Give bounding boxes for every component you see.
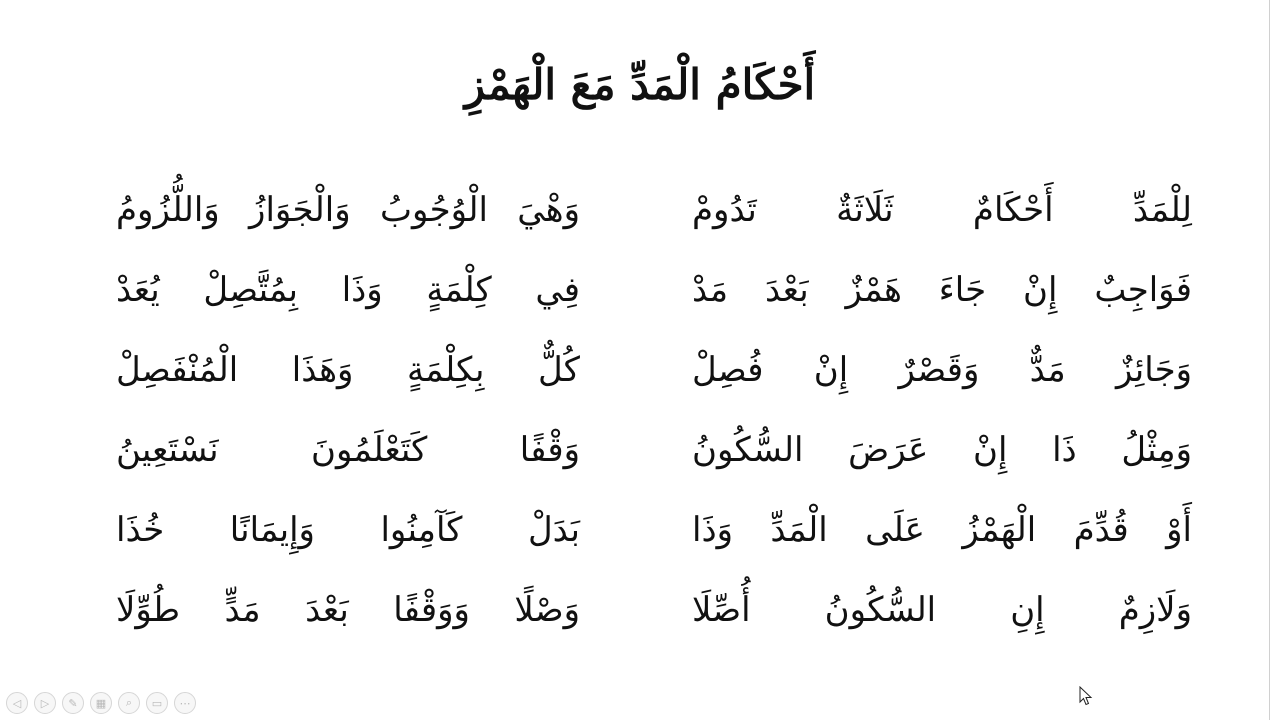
verse-5-second-hemistich: بَدَلْ كَآمِنُوا وَإِيمَانًا خُذَا — [116, 510, 580, 550]
slide-title: أَحْكَامُ الْمَدِّ مَعَ الْهَمْزِ — [464, 60, 816, 109]
pen-tool-button[interactable] — [62, 692, 84, 714]
next-slide-button[interactable] — [34, 692, 56, 714]
verse-4-first-hemistich: وَمِثْلُ ذَا إِنْ عَرَضَ السُّكُونُ — [692, 430, 1192, 470]
more-options-button[interactable] — [174, 692, 196, 714]
verse-1-second-hemistich: وَهْيَ الْوُجُوبُ وَالْجَوَازُ وَاللُّزُومُ — [116, 190, 580, 230]
screen-options-button[interactable] — [146, 692, 168, 714]
slideshow-toolbar — [6, 690, 196, 716]
more-options-icon: ⋯ — [179, 696, 191, 710]
verse-5-first-hemistich: أَوْ قُدِّمَ الْهَمْزُ عَلَى الْمَدِّ وَذَا — [692, 510, 1192, 550]
verse-3-second-hemistich: كُلٌّ بِكِلْمَةٍ وَهَذَا الْمُنْفَصِلْ — [116, 350, 580, 390]
zoom-button[interactable] — [118, 692, 140, 714]
poem-body — [100, 190, 1192, 670]
verse-3-first-hemistich: وَجَائِزٌ مَدٌّ وَقَصْرٌ إِنْ فُصِلْ — [692, 350, 1192, 390]
verse-2-first-hemistich: فَوَاجِبٌ إِنْ جَاءَ هَمْزٌ بَعْدَ مَدْ — [692, 270, 1192, 310]
pen-icon: ✎ — [68, 696, 78, 710]
see-all-slides-button[interactable] — [90, 692, 112, 714]
mouse-pointer-icon — [1079, 686, 1093, 706]
verse-6-first-hemistich: وَلَازِمٌ إِنِ السُّكُونُ أُصِّلَا — [692, 590, 1192, 630]
verse-4-second-hemistich: وَقْفًا كَتَعْلَمُونَ نَسْتَعِينُ — [116, 430, 580, 470]
previous-slide-icon: ◁ — [12, 696, 22, 710]
zoom-icon: ⌕ — [125, 696, 133, 709]
previous-slide-button[interactable] — [6, 692, 28, 714]
verse-1-first-hemistich: لِلْمَدِّ أَحْكَامٌ ثَلَاثَةٌ تَدُومْ — [692, 190, 1192, 230]
screen-icon: ▭ — [151, 696, 163, 710]
slides-grid-icon: ▦ — [95, 696, 107, 710]
verse-6-second-hemistich: وَصْلًا وَوَقْفًا بَعْدَ مَدٍّ طُوِّلَا — [116, 590, 580, 630]
verse-2-second-hemistich: فِي كِلْمَةٍ وَذَا بِمُتَّصِلْ يُعَدْ — [116, 270, 580, 310]
next-slide-icon: ▷ — [40, 696, 50, 710]
